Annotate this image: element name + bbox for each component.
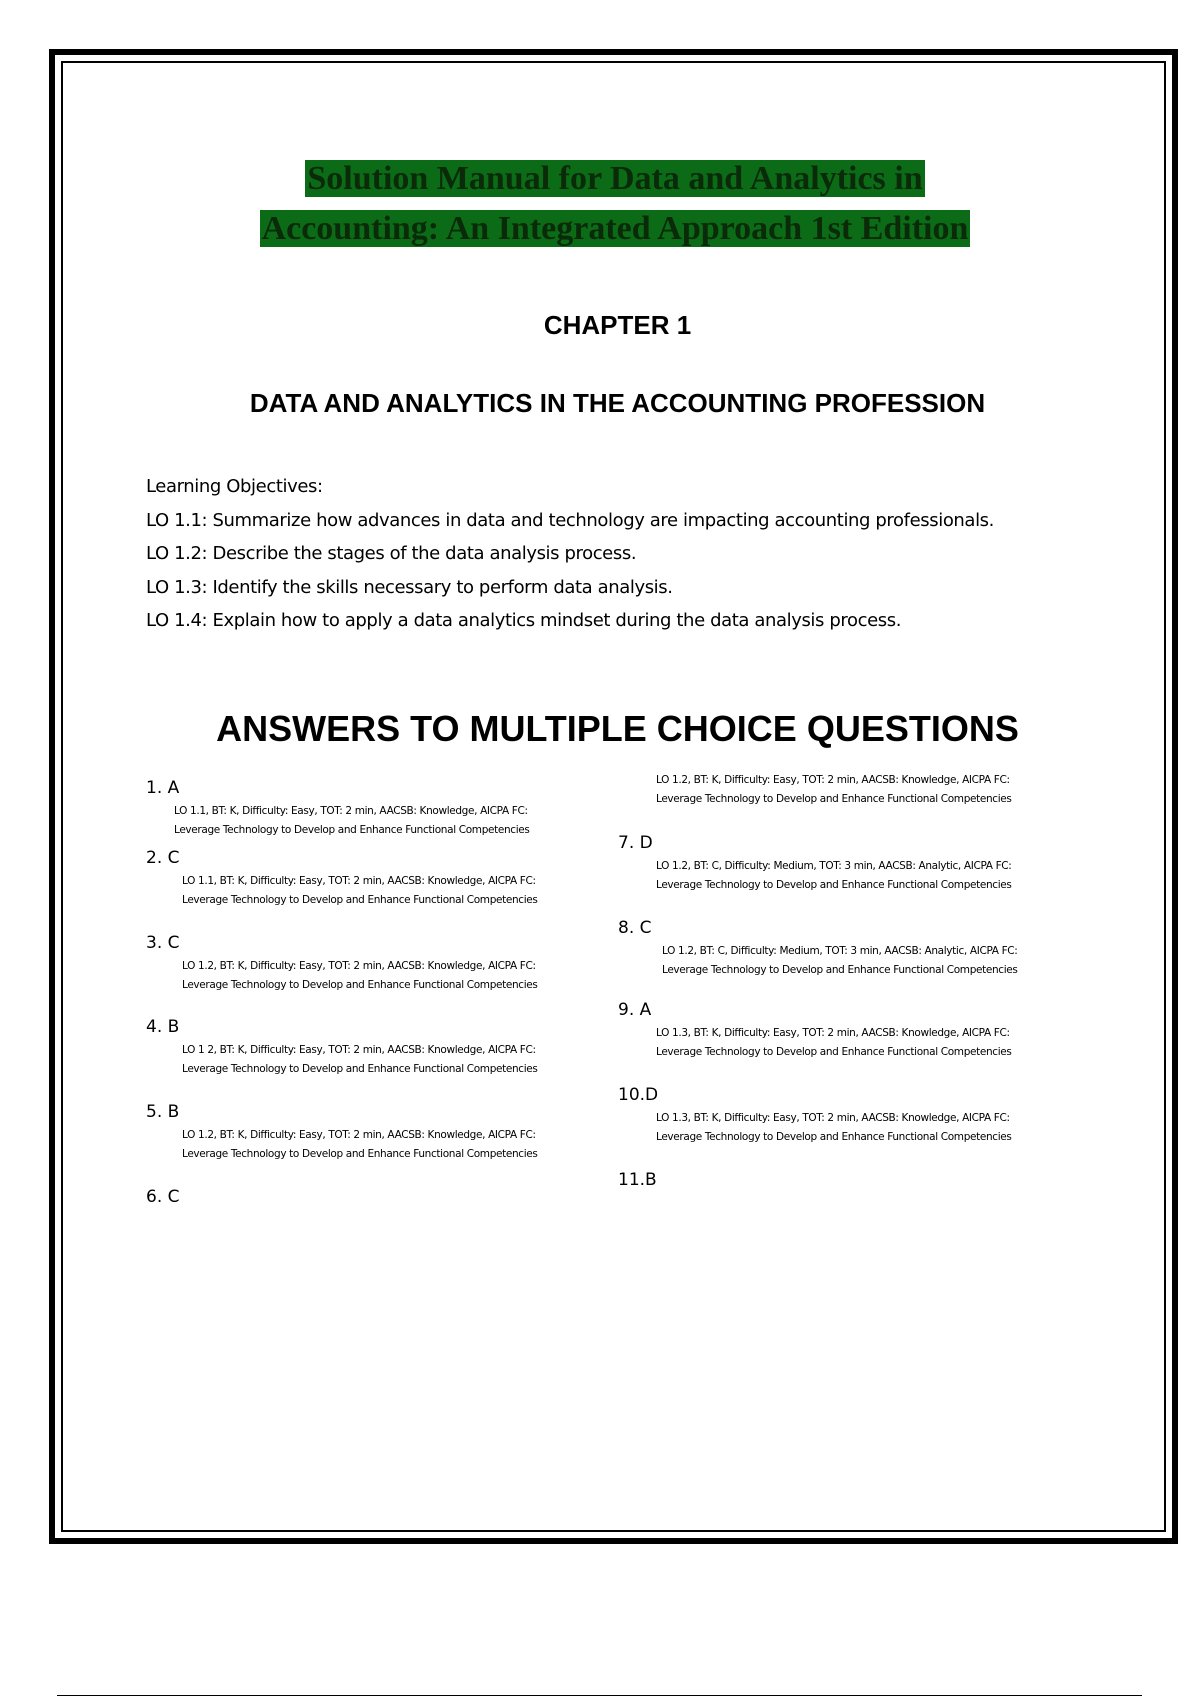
- answer-note: [182, 1041, 538, 1078]
- answer-note-line: LO 1.1, BT: K, Difficulty: Easy, TOT: 2 min, AACSB: Knowledge, AICPA FC:: [174, 805, 528, 817]
- answer-note-line: LO 1.2, BT: K, Difficulty: Easy, TOT: 2 min, AACSB: Knowledge, AICPA FC:: [182, 960, 536, 972]
- answer-note: [656, 857, 1012, 894]
- answer-label: 5. B: [146, 1102, 180, 1122]
- answer-note: [174, 802, 530, 839]
- answer-6-note: [656, 771, 1012, 808]
- title-line-2: Accounting: An Integrated Approach 1st Edition: [261, 210, 969, 247]
- answer-note-line: Leverage Technology to Develop and Enhance Functional Competencies: [182, 978, 538, 991]
- answer-label: 3. C: [146, 933, 180, 953]
- answer-1: [146, 778, 530, 839]
- answer-2: [146, 848, 538, 909]
- answer-note-line: Leverage Technology to Develop and Enhance Functional Competencies: [656, 878, 1012, 891]
- answer-7: [618, 833, 1012, 894]
- answer-note-line: LO 1.2, BT: C, Difficulty: Medium, TOT: 3 min, AACSB: Analytic, AICPA FC:: [662, 945, 1018, 957]
- answer-label: 10.D: [618, 1085, 659, 1105]
- answer-note: [182, 1126, 538, 1163]
- objectives-heading: Learning Objectives:: [146, 476, 323, 497]
- answer-9: [618, 1000, 1012, 1061]
- answer-4: [146, 1017, 538, 1078]
- answer-note: [182, 957, 538, 994]
- objective-item: LO 1.3: Identify the skills necessary to perform data analysis.: [146, 576, 673, 598]
- objective-item: LO 1.4: Explain how to apply a data analytics mindset during the data analysis process.: [146, 610, 902, 631]
- answer-note: [656, 1024, 1012, 1061]
- answer-label: 11.B: [618, 1170, 657, 1190]
- answer-note-line: Leverage Technology to Develop and Enhance Functional Competencies: [182, 1147, 538, 1160]
- answer-note-line: Leverage Technology to Develop and Enhance Functional Competencies: [656, 792, 1012, 805]
- document-title: [0, 154, 1200, 254]
- answer-note-line: LO 1 2, BT: K, Difficulty: Easy, TOT: 2 min, AACSB: Knowledge, AICPA FC:: [182, 1044, 536, 1056]
- answer-note: [182, 872, 538, 909]
- learning-objectives: [146, 470, 994, 638]
- answer-label: 1. A: [146, 778, 180, 798]
- answer-label: 9. A: [618, 1000, 652, 1020]
- answer-note-line: Leverage Technology to Develop and Enhance Functional Competencies: [656, 1045, 1012, 1058]
- answer-note-line: LO 1.2, BT: C, Difficulty: Medium, TOT: 3 min, AACSB: Analytic, AICPA FC:: [656, 860, 1012, 872]
- answer-note-line: LO 1.2, BT: K, Difficulty: Easy, TOT: 2 min, AACSB: Knowledge, AICPA FC:: [656, 774, 1010, 786]
- answer-3: [146, 933, 538, 994]
- answer-note-line: Leverage Technology to Develop and Enhance Functional Competencies: [174, 823, 530, 836]
- answer-note-line: LO 1.1, BT: K, Difficulty: Easy, TOT: 2 min, AACSB: Knowledge, AICPA FC:: [182, 875, 536, 887]
- chapter-subtitle: DATA AND ANALYTICS IN THE ACCOUNTING PROFESSION: [249, 388, 986, 418]
- answer-note-line: LO 1.3, BT: K, Difficulty: Easy, TOT: 2 min, AACSB: Knowledge, AICPA FC:: [656, 1112, 1010, 1124]
- answer-5: [146, 1102, 538, 1163]
- answer-note: [656, 1109, 1012, 1146]
- answer-note-line: Leverage Technology to Develop and Enhance Functional Competencies: [182, 893, 538, 906]
- answer-note-line: LO 1.3, BT: K, Difficulty: Easy, TOT: 2 min, AACSB: Knowledge, AICPA FC:: [656, 1027, 1010, 1039]
- answer-note-line: LO 1.2, BT: K, Difficulty: Easy, TOT: 2 min, AACSB: Knowledge, AICPA FC:: [182, 1129, 536, 1141]
- answer-note-line: Leverage Technology to Develop and Enhance Functional Competencies: [182, 1062, 538, 1075]
- answer-label: 8. C: [618, 918, 652, 938]
- answer-label: 7. D: [618, 833, 653, 853]
- answer-label: 2. C: [146, 848, 180, 868]
- answer-11: [618, 1170, 657, 1190]
- answer-note: [662, 942, 1018, 979]
- title-line-1: Solution Manual for Data and Analytics in: [307, 160, 923, 197]
- answer-label: 6. C: [146, 1187, 180, 1207]
- answer-note-line: Leverage Technology to Develop and Enhance Functional Competencies: [656, 1130, 1012, 1143]
- objective-item: LO 1.2: Describe the stages of the data analysis process.: [146, 543, 637, 564]
- answer-note: [656, 771, 1012, 808]
- objective-item: LO 1.1: Summarize how advances in data and technology are impacting accounting professionals.: [146, 509, 994, 531]
- chapter-label: CHAPTER 1: [543, 310, 692, 340]
- answer-8: [618, 918, 1018, 979]
- answers-heading: ANSWERS TO MULTIPLE CHOICE QUESTIONS: [216, 708, 1019, 749]
- footer-rule: [57, 1695, 1142, 1696]
- answer-note-line: Leverage Technology to Develop and Enhance Functional Competencies: [662, 963, 1018, 976]
- answer-10: [618, 1085, 1012, 1146]
- answer-label: 4. B: [146, 1017, 180, 1037]
- answer-6-label: [146, 1187, 180, 1207]
